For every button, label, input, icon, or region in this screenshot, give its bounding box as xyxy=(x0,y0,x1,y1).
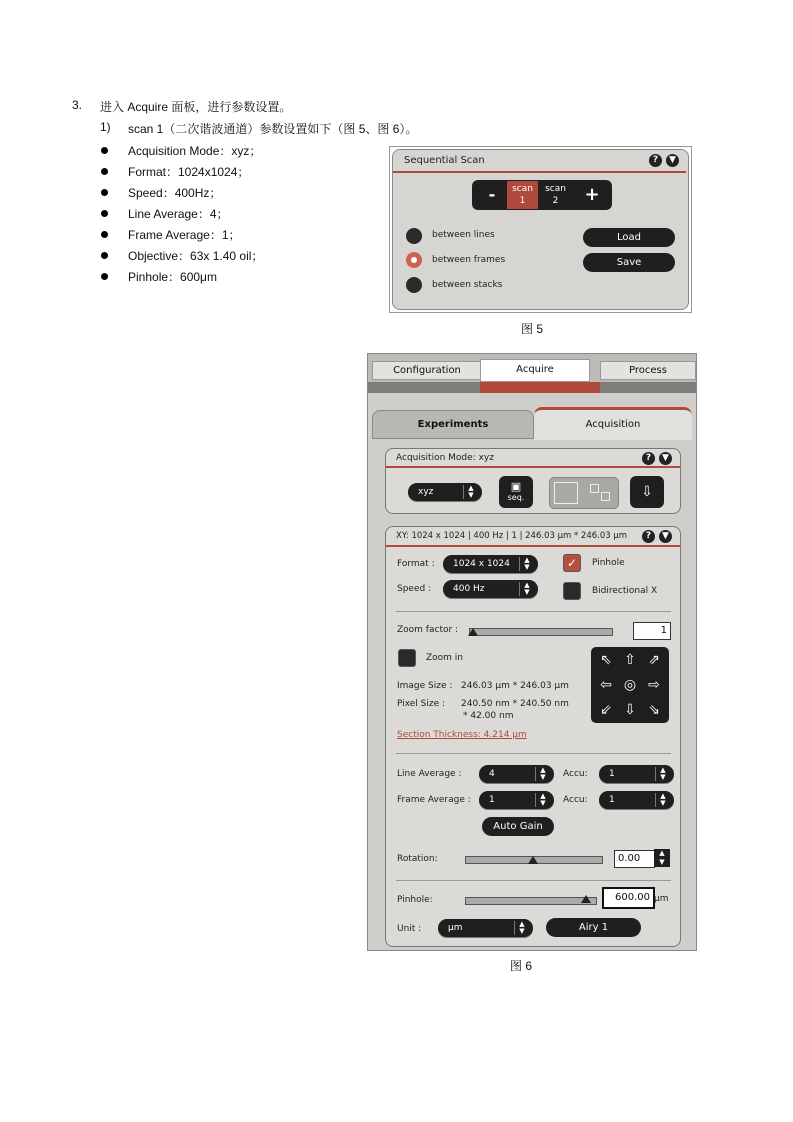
section-thickness-link[interactable]: Section Thickness: 4.214 µm xyxy=(397,730,527,740)
pinhole-checkbox-label: Pinhole xyxy=(592,558,625,568)
grid-icon[interactable] xyxy=(554,482,578,504)
collapse-icon[interactable]: ▼ xyxy=(666,154,679,167)
spinner-icon: ▲ ▼ xyxy=(519,582,534,596)
sequential-scan-panel xyxy=(389,146,692,313)
arrow-right-icon[interactable]: ⇨ xyxy=(644,675,664,695)
parameter-item: Line Average：4； xyxy=(128,207,229,221)
stack-icon: ▣ xyxy=(510,480,522,493)
pixel-size-label: Pixel Size : xyxy=(397,699,446,709)
tile-scan-group xyxy=(549,477,619,509)
radio-between-frames[interactable] xyxy=(406,252,422,268)
airy-button[interactable]: Airy 1 xyxy=(546,918,641,937)
tab-experiments[interactable]: Experiments xyxy=(372,410,534,439)
format-label: Format : xyxy=(397,559,435,569)
pinhole-slider-thumb[interactable] xyxy=(581,895,591,903)
arrow-up-icon[interactable]: ⇧ xyxy=(620,650,640,670)
spinner-icon: ▲ ▼ xyxy=(519,557,534,571)
radio-label-between-stacks: between stacks xyxy=(432,280,503,290)
speed-value: 400 Hz xyxy=(453,584,485,594)
radio-between-lines[interactable] xyxy=(406,228,422,244)
bullet-dot xyxy=(101,189,108,196)
parameter-item: Objective：63x 1.40 oil； xyxy=(128,249,264,263)
pinhole-label: Pinhole: xyxy=(397,895,433,905)
spinner-icon: ▲ ▼ xyxy=(463,485,478,499)
acquire-screenshot xyxy=(367,353,697,951)
scan-1-label: scan xyxy=(512,184,533,194)
center-icon[interactable]: ◎ xyxy=(620,675,640,695)
parameter-item: Format：1024x1024； xyxy=(128,165,250,179)
spinner-icon: ▲ ▼ xyxy=(655,793,670,807)
accu-value-2: 1 xyxy=(609,795,615,805)
pinhole-input[interactable]: 600.00 xyxy=(602,887,655,909)
parameter-item: Acquisition Mode：xyz； xyxy=(128,144,262,158)
pixel-size-value: 240.50 nm * 240.50 nm xyxy=(461,699,569,709)
zoom-in-checkbox[interactable] xyxy=(398,649,416,667)
spinner-icon: ▲ ▼ xyxy=(535,767,550,781)
help-icon[interactable]: ? xyxy=(642,530,655,543)
scan-1-button[interactable] xyxy=(507,181,538,209)
arrow-down-right-icon[interactable]: ⇘ xyxy=(644,700,664,720)
rotation-slider-thumb[interactable] xyxy=(528,856,538,864)
format-value: 1024 x 1024 xyxy=(453,559,510,569)
speed-label: Speed : xyxy=(397,584,432,594)
zoom-slider-thumb[interactable] xyxy=(468,628,478,636)
arrow-up-left-icon[interactable]: ⇖ xyxy=(596,650,616,670)
format-select[interactable] xyxy=(443,555,538,573)
spinner-icon: ▲ ▼ xyxy=(655,767,670,781)
frame-average-select[interactable] xyxy=(479,791,554,809)
scan-2-number: 2 xyxy=(552,196,559,206)
image-size-value: 246.03 µm * 246.03 µm xyxy=(461,681,569,691)
figure-5-caption: 图 5 xyxy=(521,322,544,336)
tab-process[interactable]: Process xyxy=(600,361,696,380)
remove-scan-button[interactable]: - xyxy=(488,185,496,204)
scan-1-number: 1 xyxy=(519,196,526,206)
step-text: 进入 Acquire 面板，进行参数设置。 xyxy=(100,100,292,114)
accu-label-2: Accu: xyxy=(563,795,588,805)
bullet-dot xyxy=(101,252,108,259)
zoom-in-label: Zoom in xyxy=(426,653,464,663)
unit-value: µm xyxy=(448,923,463,933)
auto-gain-button[interactable]: Auto Gain xyxy=(482,817,554,836)
line-average-label: Line Average : xyxy=(397,769,462,779)
substep-number: 1) xyxy=(100,120,111,134)
tab-acquire[interactable]: Acquire xyxy=(480,359,590,382)
scan-field-navigator xyxy=(591,647,669,723)
acquisition-mode-value: xyz xyxy=(418,487,434,497)
rotation-input[interactable]: 0.00 xyxy=(614,850,655,868)
speed-select[interactable] xyxy=(443,580,538,598)
unit-label: Unit : xyxy=(397,924,422,934)
arrow-up-right-icon[interactable]: ⇗ xyxy=(644,650,664,670)
xy-title: XY: 1024 x 1024 | 400 Hz | 1 | 246.03 µm * 246.03 µm xyxy=(396,531,628,541)
line-average-select[interactable] xyxy=(479,765,554,783)
arrow-down-icon[interactable]: ⇩ xyxy=(620,700,640,720)
step-number: 3. xyxy=(72,98,83,112)
spinner-icon: ▲ ▼ xyxy=(535,793,550,807)
bullet-dot xyxy=(101,273,108,280)
bidirectional-checkbox-label: Bidirectional X xyxy=(592,586,658,596)
acquisition-mode-panel xyxy=(385,448,681,514)
pinhole-checkbox[interactable]: ✓ xyxy=(563,554,581,572)
pixel-size-value-z: * 42.00 nm xyxy=(463,711,514,721)
spinner-icon: ▲ ▼ xyxy=(514,921,529,935)
sequential-label: seq. xyxy=(507,493,525,502)
rotation-spinner-icon[interactable]: ▲ ▼ xyxy=(654,849,670,867)
zoom-factor-input[interactable]: 1 xyxy=(633,622,671,640)
arrow-left-icon[interactable]: ⇦ xyxy=(596,675,616,695)
tab-configuration[interactable]: Configuration xyxy=(372,361,482,380)
help-icon[interactable]: ? xyxy=(642,452,655,465)
save-button[interactable]: Save xyxy=(583,253,675,272)
figure-6-caption: 图 6 xyxy=(510,959,533,973)
radio-between-stacks[interactable] xyxy=(406,277,422,293)
accu-select-2[interactable] xyxy=(599,791,674,809)
image-size-label: Image Size : xyxy=(397,681,453,691)
radio-label-between-lines: between lines xyxy=(432,230,495,240)
z-stack-icon[interactable]: ⇩ xyxy=(630,476,664,508)
zoom-factor-label: Zoom factor : xyxy=(397,625,459,635)
scan-2-button[interactable] xyxy=(540,181,571,209)
bullet-dot xyxy=(101,210,108,217)
arrow-down-left-icon[interactable]: ⇙ xyxy=(596,700,616,720)
frame-average-value: 1 xyxy=(489,795,495,805)
bidirectional-checkbox[interactable] xyxy=(563,582,581,600)
xy-panel xyxy=(385,526,681,947)
parameter-item: Speed：400Hz； xyxy=(128,186,222,200)
pinhole-slider[interactable] xyxy=(465,897,597,905)
collapse-icon[interactable]: ▼ xyxy=(659,452,672,465)
position-icon[interactable] xyxy=(590,484,610,502)
unit-select[interactable] xyxy=(438,919,533,937)
accu-select-1[interactable] xyxy=(599,765,674,783)
sequential-scan-title: Sequential Scan xyxy=(404,155,485,166)
frame-average-label: Frame Average : xyxy=(397,795,471,805)
scan-2-label: scan xyxy=(545,184,566,194)
add-scan-button[interactable]: + xyxy=(584,184,600,205)
zoom-slider[interactable] xyxy=(469,628,613,636)
parameter-item: Pinhole：600μm xyxy=(128,270,217,284)
bullet-dot xyxy=(101,168,108,175)
pinhole-unit: µm xyxy=(654,894,669,904)
help-icon[interactable]: ? xyxy=(649,154,662,167)
rotation-label: Rotation: xyxy=(397,854,438,864)
acquisition-mode-title: Acquisition Mode: xyz xyxy=(396,453,494,463)
parameter-item: Frame Average：1； xyxy=(128,228,241,242)
collapse-icon[interactable]: ▼ xyxy=(659,530,672,543)
radio-label-between-frames: between frames xyxy=(432,255,506,265)
bullet-dot xyxy=(101,147,108,154)
substep-text: scan 1（二次谐波通道）参数设置如下（图 5、图 6）。 xyxy=(128,122,418,136)
acquisition-mode-select[interactable] xyxy=(408,483,482,501)
accu-value-1: 1 xyxy=(609,769,615,779)
sequential-button[interactable] xyxy=(499,476,533,508)
load-button[interactable]: Load xyxy=(583,228,675,247)
tab-acquisition[interactable]: Acquisition xyxy=(534,407,692,440)
line-average-value: 4 xyxy=(489,769,495,779)
bullet-dot xyxy=(101,231,108,238)
accu-label-1: Accu: xyxy=(563,769,588,779)
